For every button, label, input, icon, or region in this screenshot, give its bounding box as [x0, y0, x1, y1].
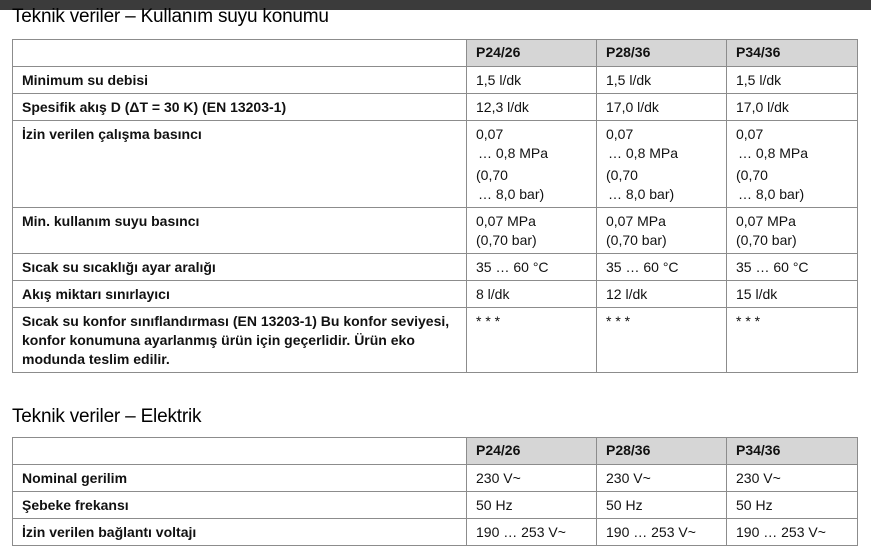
value-cell [727, 308, 858, 373]
value-line: (0,70 bar) [476, 232, 537, 248]
value-line: … 0,8 MPa [478, 145, 549, 161]
value-line: 35 … 60 °C [736, 259, 809, 275]
spec-table-water [12, 39, 858, 373]
row-label: Spesifik akış D (ΔT = 30 K) (EN 13203-1) [13, 94, 467, 121]
value-line: 190 … 253 V~ [476, 524, 566, 540]
column-header-p28-36: P28/36 [597, 40, 727, 67]
row-label: Sıcak su sıcaklığı ayar aralığı [13, 254, 467, 281]
row-label: Minimum su debisi [13, 67, 467, 94]
value-line: * * * [476, 313, 501, 329]
value-cell [597, 281, 727, 308]
value-cell [727, 254, 858, 281]
value-cell [467, 519, 597, 546]
row-label: Nominal gerilim [13, 465, 467, 492]
value-line: 35 … 60 °C [476, 259, 549, 275]
table-row [13, 308, 858, 373]
value-line: (0,70 [606, 167, 638, 183]
column-header-p28-36: P28/36 [597, 438, 727, 465]
table-row [13, 67, 858, 94]
table-row [13, 492, 858, 519]
value-line: 50 Hz [606, 497, 643, 513]
value-line: 0,07 [606, 126, 634, 142]
value-cell [727, 492, 858, 519]
table-header-row [13, 40, 858, 67]
value-line: 35 … 60 °C [606, 259, 679, 275]
value-line: 17,0 l/dk [606, 99, 659, 115]
value-line: … 0,8 MPa [738, 145, 809, 161]
value-cell [467, 67, 597, 94]
table-row [13, 465, 858, 492]
value-line: * * * [736, 313, 761, 329]
value-line: 230 V~ [736, 470, 781, 486]
value-line: 190 … 253 V~ [606, 524, 696, 540]
value-line: 190 … 253 V~ [736, 524, 826, 540]
value-line: 1,5 l/dk [606, 72, 652, 88]
spec-table-electric [12, 437, 858, 546]
value-line: 1,5 l/dk [476, 72, 522, 88]
value-line: … 8,0 bar) [608, 186, 675, 202]
column-header-p24-26: P24/26 [467, 438, 597, 465]
value-line: … 8,0 bar) [478, 186, 545, 202]
value-cell [467, 308, 597, 373]
value-line: 230 V~ [606, 470, 651, 486]
value-line: 8 l/dk [476, 286, 510, 302]
header-blank-cell [13, 438, 467, 465]
value-cell [597, 67, 727, 94]
section-title-water: Teknik veriler – Kullanım suyu konumu [12, 6, 329, 27]
value-line: 12 l/dk [606, 286, 648, 302]
value-cell [727, 94, 858, 121]
value-cell [597, 121, 727, 208]
value-line: 0,07 [736, 126, 764, 142]
value-line: (0,70 [736, 167, 768, 183]
column-header-p34-36: P34/36 [727, 40, 858, 67]
value-cell [597, 519, 727, 546]
row-label: İzin verilen çalışma basıncı [13, 121, 467, 208]
table-row [13, 121, 858, 208]
table-row [13, 281, 858, 308]
value-cell [467, 465, 597, 492]
value-line: 12,3 l/dk [476, 99, 529, 115]
value-cell [467, 281, 597, 308]
value-line: 17,0 l/dk [736, 99, 789, 115]
value-line: (0,70 [476, 167, 508, 183]
value-cell [597, 208, 727, 254]
value-line: … 0,8 MPa [608, 145, 679, 161]
value-cell [597, 94, 727, 121]
value-line: 0,07 MPa [606, 213, 666, 229]
table-row [13, 254, 858, 281]
value-line: * * * [606, 313, 631, 329]
column-header-p24-26: P24/26 [467, 40, 597, 67]
value-cell [727, 281, 858, 308]
value-cell [727, 208, 858, 254]
column-header-p34-36: P34/36 [727, 438, 858, 465]
value-cell [467, 492, 597, 519]
table-row [13, 208, 858, 254]
value-cell [597, 308, 727, 373]
row-label: Şebeke frekansı [13, 492, 467, 519]
value-line: 0,07 MPa [736, 213, 796, 229]
header-blank-cell [13, 40, 467, 67]
row-label: İzin verilen bağlantı voltajı [13, 519, 467, 546]
value-line: … 8,0 bar) [738, 186, 805, 202]
value-line: 50 Hz [476, 497, 513, 513]
value-cell [467, 208, 597, 254]
value-line: 0,07 [476, 126, 504, 142]
value-line: 230 V~ [476, 470, 521, 486]
table-header-row [13, 438, 858, 465]
row-label: Min. kullanım suyu basıncı [13, 208, 467, 254]
value-cell [597, 254, 727, 281]
section-title-electric: Teknik veriler – Elektrik [12, 406, 202, 427]
value-line: 0,07 MPa [476, 213, 536, 229]
value-cell [467, 94, 597, 121]
value-cell [727, 519, 858, 546]
table-row [13, 519, 858, 546]
value-cell [727, 67, 858, 94]
value-cell [597, 492, 727, 519]
value-cell [467, 254, 597, 281]
row-label: Akış miktarı sınırlayıcı [13, 281, 467, 308]
value-line: 15 l/dk [736, 286, 778, 302]
value-line: (0,70 bar) [736, 232, 797, 248]
value-cell [727, 465, 858, 492]
value-cell [727, 121, 858, 208]
table-row [13, 94, 858, 121]
value-cell [597, 465, 727, 492]
value-cell [467, 121, 597, 208]
value-line: (0,70 bar) [606, 232, 667, 248]
value-line: 50 Hz [736, 497, 773, 513]
row-label: Sıcak su konfor sınıflandırması (EN 13203-1) Bu konfor seviyesi, konfor konumuna ayarlanmış ürün için geçerlidir. Ürün eko modunda teslim edilir. [13, 308, 467, 373]
value-line: 1,5 l/dk [736, 72, 782, 88]
